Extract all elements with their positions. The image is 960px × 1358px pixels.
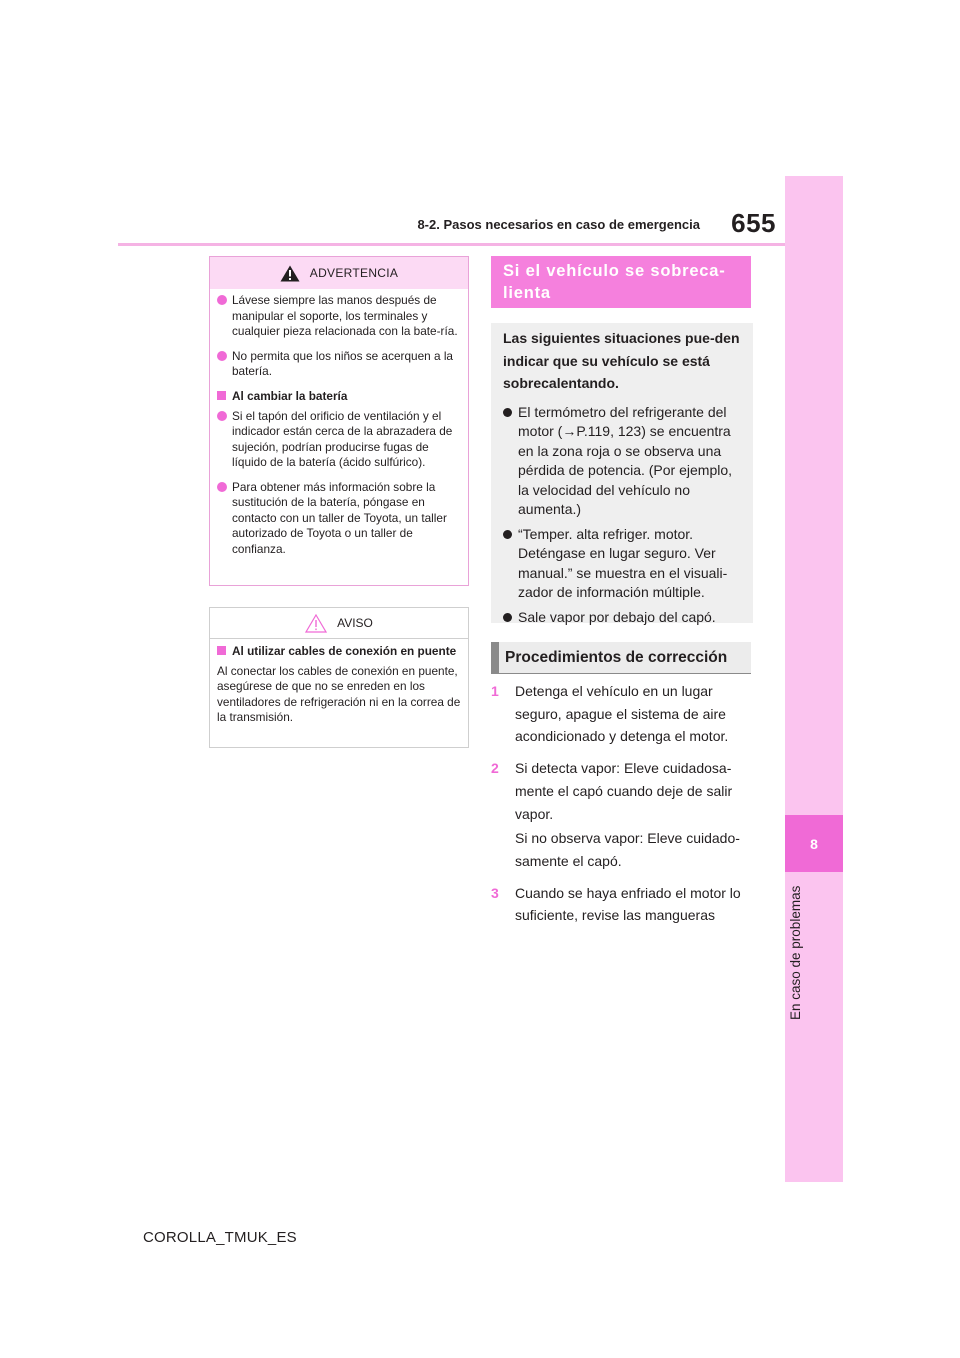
- warning-triangle-filled-icon: [280, 265, 300, 282]
- bullet-dot-icon: [217, 351, 227, 361]
- bullet-dot-icon: [217, 411, 227, 421]
- notice-title: AVISO: [337, 616, 373, 630]
- warning-bullet: Para obtener más información sobre la sustitución de la batería, póngase en contacto con un taller de Toyota, un taller autorizado de Toyota o un taller de confianza.: [217, 480, 461, 558]
- notice-subheading: Al utilizar cables de conexión en puente: [217, 644, 461, 659]
- warning-header: [210, 257, 468, 289]
- step-text: Detenga el vehículo en un lugar seguro, apague el sistema de aire acondicionado y detenga el motor.: [515, 683, 729, 745]
- warning-bullet: Si el tapón del orificio de ventilación y el indicador están cerca de la abrazadera de sujeción, podrían producirse fugas de líquido de la batería (ácido sulfúrico).: [217, 409, 461, 471]
- procedure-title: Procedimientos de corrección: [491, 642, 751, 674]
- bullet-dot-icon: [503, 408, 512, 417]
- chapter-label: En caso de problemas: [788, 885, 803, 1020]
- overheat-intro: Las siguientes situaciones pue-den indicar que su vehículo se está sobrecalentando.: [503, 330, 740, 391]
- chapter-side-tab: [785, 176, 843, 1182]
- warning-bullet: No permita que los niños se acerquen a la batería.: [217, 349, 461, 380]
- warning-subheading: Al cambiar la batería: [217, 389, 461, 404]
- notice-text: Al conectar los cables de conexión en puente, asegúrese de que no se enreden en los ventiladores de refrigeración ni en la correa de la transmisión.: [217, 664, 461, 724]
- procedure-step: [491, 680, 753, 748]
- procedure-step-continuation: [491, 827, 753, 872]
- warning-triangle-outline-icon: [305, 614, 327, 633]
- notice-box: [209, 607, 469, 748]
- warning-bullet: Lávese siempre las manos después de manipular el soporte, los terminales y cualquier pieza relacionada con la bate-ría.: [217, 293, 461, 340]
- bullet-dot-icon: [503, 530, 512, 539]
- procedure-step: [491, 882, 753, 927]
- step-text: Cuando se haya enfriado el motor lo suficiente, revise las mangueras: [515, 884, 741, 924]
- warning-box: [209, 256, 469, 586]
- procedure-steps: [491, 680, 753, 936]
- warning-title: ADVERTENCIA: [309, 266, 399, 280]
- section-title: 8-2. Pasos necesarios en caso de emergencia: [417, 217, 700, 232]
- bullet-dot-icon: [217, 482, 227, 492]
- bullet-dot-icon: [503, 613, 512, 622]
- bullet-dot-icon: [217, 295, 227, 305]
- step-text: Si detecta vapor: Eleve cuidadosa-mente el capó cuando deje de salir vapor.: [515, 760, 733, 822]
- square-bullet-icon: [217, 646, 226, 655]
- step-text: Si no observa vapor: Eleve cuidado-samente el capó.: [515, 830, 740, 869]
- header-rule: [118, 243, 785, 246]
- overheat-section-title: Si el vehículo se sobreca-lienta: [491, 256, 751, 308]
- overheat-symptoms-box: [491, 323, 753, 623]
- procedure-step: [491, 757, 753, 825]
- procedure-title-rule: [491, 673, 751, 674]
- step-number: 3: [491, 884, 499, 901]
- step-number: 1: [491, 683, 499, 699]
- document-code: COROLLA_TMUK_ES: [143, 1229, 297, 1246]
- symptom-item: El termómetro del refrigerante del motor (→P.119, 123) se encuentra en la zona roja o se observa una pérdida de potencia. (Por ejemplo, la velocidad del vehículo no aumenta.): [503, 403, 741, 520]
- notice-header: [210, 608, 468, 639]
- step-number: 2: [491, 760, 499, 777]
- square-bullet-icon: [217, 391, 226, 400]
- page-number: 655: [731, 208, 776, 238]
- chapter-number: 8: [785, 815, 843, 872]
- symptom-item: Sale vapor por debajo del capó.: [503, 608, 741, 628]
- symptom-item: “Temper. alta refriger. motor. Deténgase en lugar seguro. Ver manual.” se muestra en el visuali-zador de información múltiple.: [503, 525, 741, 603]
